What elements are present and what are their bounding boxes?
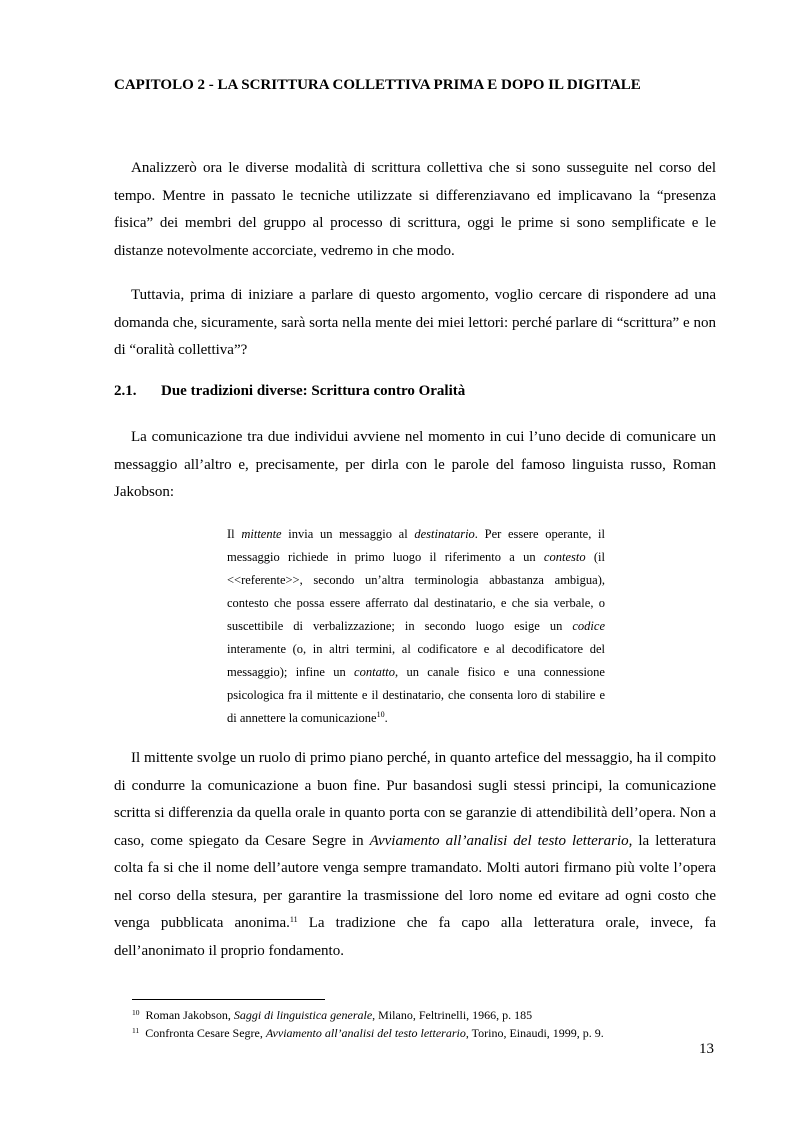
footnote-11 <box>132 1025 604 1041</box>
quote-text: interamente (o, in altri termini, al codificatore e al decodificatore del messaggio); infine un <box>227 642 605 679</box>
paragraph-text: , la letteratura colta fa si che il nome dell’autore venga sempre tramandato. Molti autori firmano più volte l’opera nel corso della stesura, per garantire la trasmissione del loro nome ed evitare ad ogni costo che venga pubblicata anonima. <box>114 832 716 931</box>
footnote-number: 11 <box>132 1026 140 1035</box>
book-title: Avviamento all’analisi del testo letterario <box>369 832 629 849</box>
footnote-number: 10 <box>132 1008 140 1017</box>
section-number: 2.1. <box>114 383 137 399</box>
paragraph-sender <box>114 745 716 965</box>
paragraph-text: La comunicazione tra due individui avviene nel momento in cui l’uno decide di comunicare un messaggio all’altro e, precisamente, per dirla con le parole del famoso linguista russo, Roman Jakobson: <box>114 429 716 500</box>
section-title: Due tradizioni diverse: Scrittura contro Oralità <box>161 383 466 399</box>
footnote-text: , Milano, Feltrinelli, 1966, p. 185 <box>372 1008 533 1022</box>
quote-emphasis: codice <box>572 619 605 633</box>
quote-text: Il <box>227 527 242 541</box>
footnote-text: Confronta Cesare Segre, <box>145 1026 266 1040</box>
block-quote <box>227 523 605 730</box>
footnote-text: , Torino, Einaudi, 1999, p. 9. <box>465 1026 604 1040</box>
section-heading <box>114 383 465 400</box>
quote-emphasis: contesto <box>543 550 586 564</box>
paragraph-intro-1 <box>114 155 716 265</box>
footnote-10 <box>132 1007 532 1023</box>
quote-text: . <box>384 711 388 725</box>
footnote-ref[interactable]: 10 <box>376 710 385 719</box>
quote-emphasis: destinatario <box>414 527 475 541</box>
quote-text: , un canale fisico e una connessione psicologica fra il mittente e il destinatario, che consenta loro di stabilire e di annettere la comunicazione <box>227 665 605 725</box>
footnote-ref[interactable]: 11 <box>289 915 298 924</box>
paragraph-text: La tradizione che fa capo alla letteratura orale, invece, fa dell’anonimato il proprio fondamento. <box>114 915 716 959</box>
page-number: 13 <box>699 1041 714 1057</box>
quote-emphasis: contatto <box>354 665 396 679</box>
paragraph-text: Il mittente svolge un ruolo di primo piano perché, in quanto artefice del messaggio, ha il compito di condurre la comunicazione a buon fine. Pur basandosi sugli stessi principi, la comunicazione scritta si differenzia da quella orale in quanto porta con se garanzie di attendibilità dell’opera. Non a caso, come spiegato da Cesare Segre in <box>114 750 716 849</box>
quote-text: (il <<referente>>, secondo un’altra terminologia abbastanza ambigua), contesto che possa essere afferrato dal destinatario, e che sia verbale, o suscettibile di verbalizzazione; in secondo luogo esige un <box>227 550 605 633</box>
footnote-divider <box>132 999 325 1000</box>
quote-text: . Per essere operante, il messaggio richiede in primo luogo il riferimento a un <box>227 527 605 564</box>
paragraph-text: Analizzerò ora le diverse modalità di scrittura collettiva che si sono susseguite nel corso del tempo. Mentre in passato le tecniche utilizzate si differenziavano ed implicavano la “presenza fisica” dei membri del gruppo al processo di scrittura, oggi le prime si sono semplificate e le distanze notevolmente accorciate, vedremo in che modo. <box>114 160 716 259</box>
paragraph-intro-2 <box>114 282 716 365</box>
paragraph-text: Tuttavia, prima di iniziare a parlare di questo argomento, voglio cercare di rispondere ad una domanda che, sicuramente, sarà sorta nella mente dei miei lettori: perché parlare di “scrittura” e non di “oralità collettiva”? <box>114 287 716 358</box>
quote-text: invia un messaggio al <box>281 527 415 541</box>
footnote-text: Roman Jakobson, <box>145 1008 234 1022</box>
paragraph-communication <box>114 424 716 507</box>
chapter-title: CAPITOLO 2 - LA SCRITTURA COLLETTIVA PRIMA E DOPO IL DIGITALE <box>114 77 641 93</box>
footnote-book-title: Avviamento all’analisi del testo letterario <box>265 1026 466 1040</box>
footnote-book-title: Saggi di linguistica generale <box>233 1008 373 1022</box>
quote-emphasis: mittente <box>241 527 282 541</box>
